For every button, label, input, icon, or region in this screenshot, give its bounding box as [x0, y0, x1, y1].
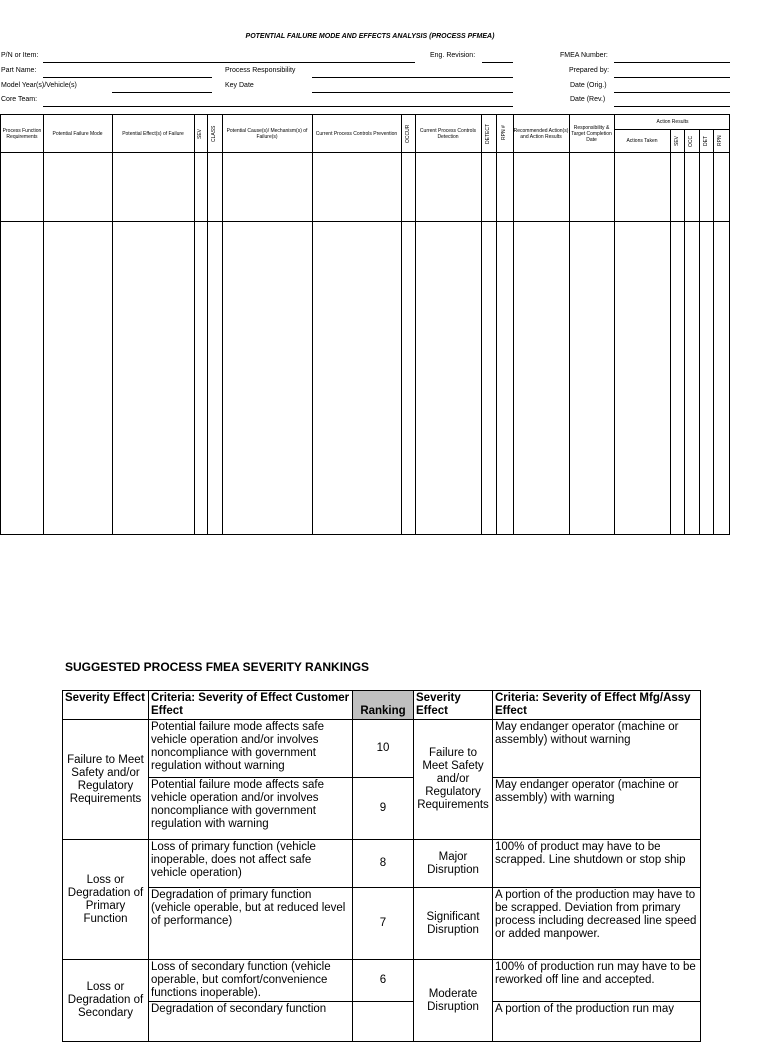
- header-criteria-customer: Criteria: Severity of Effect Customer Effect: [149, 691, 353, 720]
- mfg-effect-group-safety: Failure to Meet Safety and/or Regulatory Requirements: [414, 720, 493, 840]
- header-ar-rpn: RPN: [717, 135, 723, 147]
- header-ar-sev: SEV: [674, 136, 680, 147]
- key-date-field[interactable]: [312, 92, 513, 93]
- grid-header-divider: [1, 152, 729, 153]
- table-row: [63, 840, 701, 888]
- mfg-effect: May endanger operator (machine or assembly) with warning: [493, 778, 701, 840]
- header-ar-det: DET: [703, 136, 709, 146]
- header-severity-effect-right: Severity Effect: [414, 691, 493, 720]
- table-row: [63, 720, 701, 778]
- grid-col-line: [614, 115, 615, 534]
- grid-col-line: [194, 115, 195, 534]
- grid-col-line: [513, 115, 514, 534]
- pn-label: P/N or Item:: [1, 52, 39, 59]
- grid-col-line: [713, 129, 714, 534]
- pn-field[interactable]: [43, 62, 415, 63]
- prepared-by-label: Prepared by:: [569, 67, 610, 74]
- header-action-results: Action Results: [656, 119, 689, 125]
- header-recommended: Recommended Action(s) and Action Results: [513, 127, 569, 140]
- table-row: [63, 960, 701, 1002]
- customer-effect: Degradation of primary function (vehicle operable, but at reduced level of performance): [149, 888, 353, 960]
- mfg-effect: 100% of production run may have to be reworked off line and accepted.: [493, 960, 701, 1002]
- ranking-value: 6: [353, 960, 414, 1002]
- header-responsibility: Responsibility & Target Completion Date: [571, 124, 612, 143]
- fmea-number-label: FMEA Number:: [560, 52, 608, 59]
- effect-group-secondary: Loss or Degradation of Secondary: [63, 960, 149, 1042]
- grid-row-divider: [1, 221, 729, 222]
- grid-col-line: [112, 115, 113, 534]
- header-ar-occ: OCC: [688, 135, 694, 147]
- mfg-effect: 100% of product may have to be scrapped. Line shutdown or stop ship: [493, 840, 701, 888]
- fmea-number-field[interactable]: [614, 62, 730, 63]
- table-header-row: [63, 691, 701, 720]
- header-effects: Potential Effect(s) of Failure: [122, 130, 184, 137]
- header-class: CLASS: [211, 125, 217, 143]
- mfg-effect-significant: Significant Disruption: [414, 888, 493, 960]
- ranking-value: [353, 1002, 414, 1042]
- grid-col-line: [699, 129, 700, 534]
- ranking-value: 9: [353, 778, 414, 840]
- grid-col-line: [684, 129, 685, 534]
- grid-col-line: [312, 115, 313, 534]
- severity-section-title: SUGGESTED PROCESS FMEA SEVERITY RANKINGS: [65, 660, 370, 674]
- mfg-effect: A portion of the production may have to be scrapped. Deviation from primary process including decreased line speed or added manpower.: [493, 888, 701, 960]
- grid-col-line: [415, 115, 416, 534]
- effect-group-safety: Failure to Meet Safety and/or Regulatory Requirements: [63, 720, 149, 840]
- date-rev-label: Date (Rev.): [570, 96, 606, 103]
- header-rpn: RPN #: [501, 125, 507, 141]
- model-field[interactable]: [112, 92, 212, 93]
- form-title: POTENTIAL FAILURE MODE AND EFFECTS ANALYSIS (PROCESS PFMEA): [245, 33, 495, 40]
- table-row: [63, 1002, 701, 1042]
- table-row: [63, 888, 701, 960]
- header-severity-effect-left: Severity Effect: [63, 691, 149, 720]
- customer-effect: Loss of primary function (vehicle inoperable, does not affect safe vehicle operation): [149, 840, 353, 888]
- customer-effect: Potential failure mode affects safe vehicle operation and/or involves noncompliance with government regulation without warning: [149, 720, 353, 778]
- mfg-effect-major: Major Disruption: [414, 840, 493, 888]
- eng-rev-label: Eng. Revision:: [430, 52, 476, 59]
- date-orig-field[interactable]: [614, 92, 730, 93]
- pfmea-grid: [0, 114, 730, 535]
- header-process-function: Process Function Requirements: [2, 127, 42, 140]
- customer-effect: Potential failure mode affects safe vehicle operation and/or involves noncompliance with government regulation with warning: [149, 778, 353, 840]
- key-date-label: Key Date: [225, 82, 254, 89]
- mfg-effect-moderate: Moderate Disruption: [414, 960, 493, 1042]
- header-criteria-mfg: Criteria: Severity of Effect Mfg/Assy Effect: [493, 691, 701, 720]
- date-orig-label: Date (Orig.): [570, 82, 607, 89]
- grid-col-line: [481, 115, 482, 534]
- grid-col-line: [43, 115, 44, 534]
- mfg-effect: May endanger operator (machine or assembly) without warning: [493, 720, 701, 778]
- header-ranking: Ranking: [353, 691, 414, 720]
- grid-col-line: [496, 115, 497, 534]
- grid-col-line: [401, 115, 402, 534]
- date-rev-field[interactable]: [614, 106, 730, 107]
- header-detect: DETECT: [485, 124, 491, 144]
- part-name-field[interactable]: [43, 77, 212, 78]
- process-resp-label: Process Responsibility: [225, 67, 296, 74]
- customer-effect: Loss of secondary function (vehicle operable, but comfort/convenience functions inoperable).: [149, 960, 353, 1002]
- header-failure-mode: Potential Failure Mode: [52, 130, 103, 137]
- ranking-value: 7: [353, 888, 414, 960]
- header-sev: SEV: [197, 129, 203, 140]
- grid-col-line: [222, 115, 223, 534]
- table-row: [63, 778, 701, 840]
- header-prevention: Current Process Controls Prevention: [315, 130, 398, 137]
- core-team-field[interactable]: [43, 106, 513, 107]
- header-detection: Current Process Controls Detection: [419, 127, 477, 140]
- grid-col-line: [670, 129, 671, 534]
- severity-table: [62, 690, 701, 1042]
- mfg-effect: A portion of the production run may: [493, 1002, 701, 1042]
- grid-col-line: [569, 115, 570, 534]
- eng-rev-field[interactable]: [482, 62, 513, 63]
- model-label: Model Year(s)/Vehicle(s): [1, 82, 77, 89]
- process-resp-field[interactable]: [312, 77, 513, 78]
- prepared-by-field[interactable]: [614, 77, 730, 78]
- part-name-label: Part Name:: [1, 67, 37, 74]
- ranking-value: 10: [353, 720, 414, 778]
- header-occur: OCCUR: [405, 124, 411, 144]
- grid-col-line: [207, 115, 208, 534]
- header-actions-taken: Actions Taken: [626, 137, 658, 144]
- customer-effect: Degradation of secondary function: [149, 1002, 353, 1042]
- header-causes: Potential Cause(s)/ Mechanism(s) of Failure(s): [226, 127, 308, 140]
- effect-group-primary: Loss or Degradation of Primary Function: [63, 840, 149, 960]
- ranking-value: 8: [353, 840, 414, 888]
- core-team-label: Core Team:: [1, 96, 38, 103]
